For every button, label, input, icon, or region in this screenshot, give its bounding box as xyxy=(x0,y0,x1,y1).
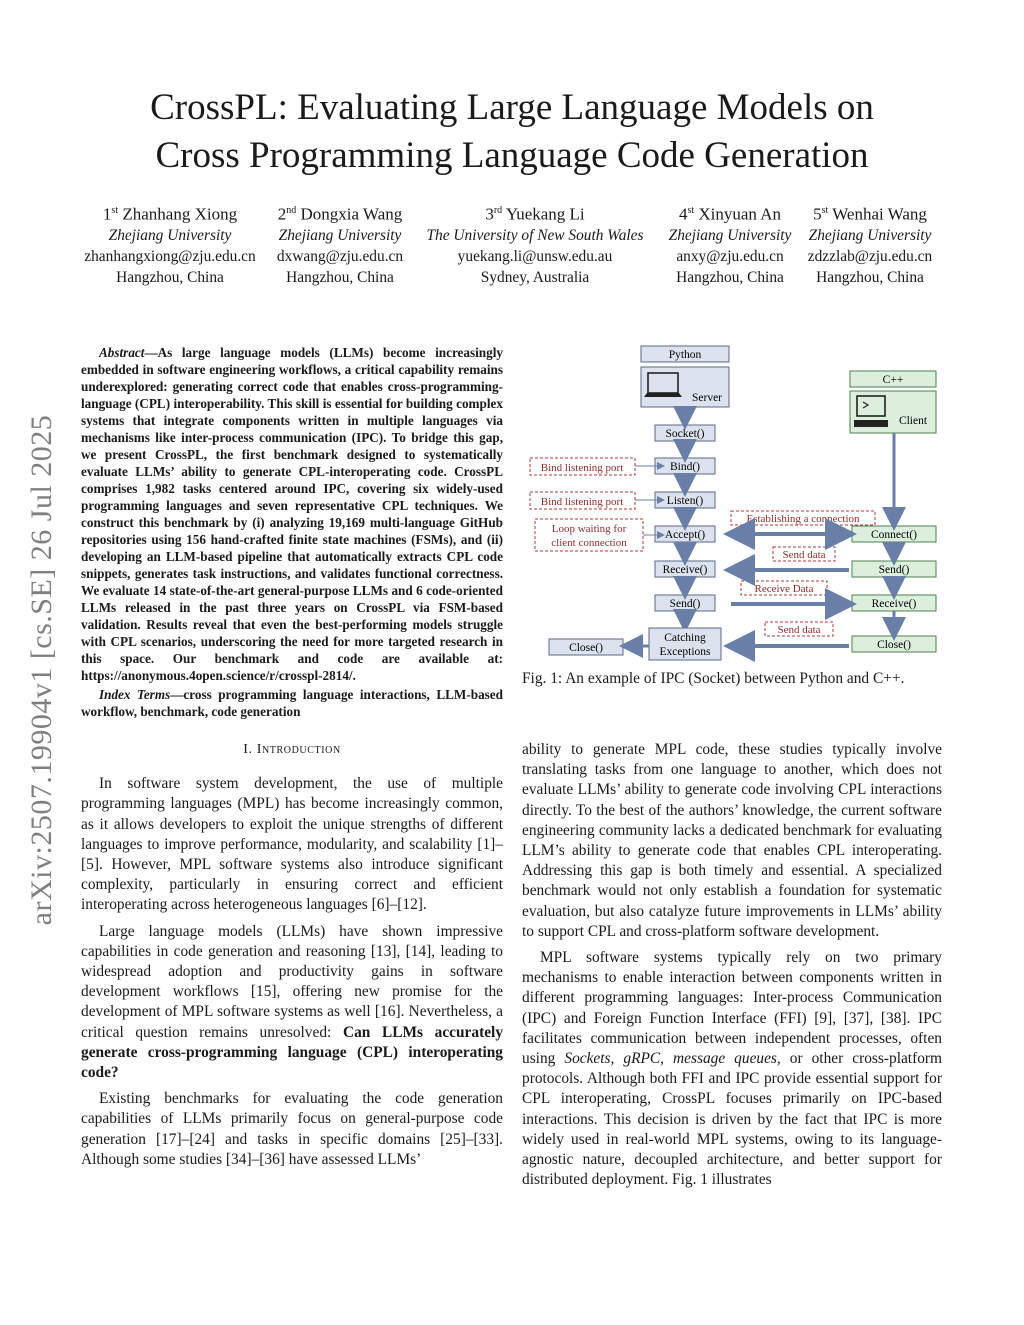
server-step-label: Accept() xyxy=(664,529,706,541)
server-label: Server xyxy=(691,392,723,404)
client-step-label: Connect() xyxy=(871,529,917,541)
intro-paragraph-2-text: Large language models (LLMs) have shown impressive capabilities in code generation and reasoning [13], [14], leading to widespread adoption and productivity gains in software development workflows [15], offering new promise for the development of MPL software systems as well [16]. Nevertheless, a critical question remains unresolved: xyxy=(81,922,503,1041)
server-step-label: Socket() xyxy=(665,428,705,440)
author-affiliation: The University of New South Wales xyxy=(426,226,644,244)
section-title: Introduction xyxy=(256,742,341,757)
author-ordinal: 1 xyxy=(102,204,112,224)
author-email: dxwang@zju.edu.cn xyxy=(276,247,404,265)
intro-paragraph-4: ability to generate MPL code, these studies typically involve translating tasks from one language to another, which does not evaluate LLMs’ ability to generate code involving CPL interactions directly. To the best of the authors’ knowledge, the current software engineering community lacks a dedicated benchmark for evaluating LLM’s ability to generate code that enables CPL interoperating. Addressing this gap is both timely and essential. A specialized benchmark would not only establish a foundation for systematic evaluation, but also catalyze future improvements in LLMs’ ability to support CPL and cross-platform software development. xyxy=(522,741,942,940)
author-location: Hangzhou, China xyxy=(286,268,394,286)
client-step-label: Receive() xyxy=(871,598,917,610)
author-email: yuekang.li@unsw.edu.au xyxy=(457,247,613,265)
author-location: Hangzhou, China xyxy=(116,268,224,286)
figure-1 xyxy=(525,340,945,670)
server-step-label: Listen() xyxy=(666,495,704,507)
author-name: Zhanhang Xiong xyxy=(122,204,238,224)
intro-paragraph-2 xyxy=(81,922,503,1084)
author-3 xyxy=(410,200,660,288)
author-ordinal-suffix: st xyxy=(111,205,119,216)
note-loop-line-1: Loop waiting for xyxy=(551,523,627,535)
ipc-socket-diagram xyxy=(525,340,945,670)
author-1 xyxy=(70,200,270,288)
figure-caption: Fig. 1: An example of IPC (Socket) between Python and C++. xyxy=(522,670,905,687)
author-4 xyxy=(660,200,800,288)
author-2 xyxy=(265,200,415,288)
msg-establishing: Establishing a connection xyxy=(746,513,860,525)
index-terms-label: Index Terms xyxy=(99,687,171,702)
arxiv-id-text: arXiv:2507.19904v1 [cs.SE] 26 Jul 2025 xyxy=(25,414,58,926)
title-line-1: CrossPL: Evaluating Large Language Models on xyxy=(150,87,874,128)
server-step-label: Receive() xyxy=(662,564,708,576)
author-name: Wenhai Wang xyxy=(832,204,927,224)
author-affiliation: Zhejiang University xyxy=(278,226,402,244)
section-number: I. xyxy=(243,742,253,757)
note-loop-line-2: client connection xyxy=(551,537,627,549)
author-email: anxy@zju.edu.cn xyxy=(676,247,784,265)
author-name: Dongxia Wang xyxy=(300,204,403,224)
author-ordinal: 3 xyxy=(485,204,494,224)
author-ordinal-suffix: st xyxy=(687,205,695,216)
server-step-label: Bind() xyxy=(669,461,701,473)
left-column xyxy=(81,344,503,1176)
intro-paragraph-1: In software system development, the use of multiple programming languages (MPL) has become increasingly common, as it allows developers to exploit the unique strengths of different languages to improve performance, modularity, and scalability [1]–[5]. However, MPL software systems also introduce significant complexity, particularly in ensuring correct and efficient interoperating across heterogeneous languages [6]–[12]. xyxy=(81,775,503,914)
intro-paragraph-5-text: MPL software systems typically rely on two primary mechanisms to enable interaction between components written in different programming languages: Inter-process Communication (IPC) and Foreign Function Interface (FFI) [9], [37], [38]. IPC facilitates communication between independent processes, often using xyxy=(522,949,942,1068)
research-question: Can LLMs accurately generate cross-programming language (CPL) interoperating code? xyxy=(81,1023,504,1082)
author-affiliation: Zhejiang University xyxy=(668,226,792,244)
msg-send-data-2: Send data xyxy=(777,624,821,636)
term-grpc: gRPC xyxy=(623,1050,661,1068)
python-label: Python xyxy=(668,349,702,361)
index-terms-text: —cross programming language interactions, LLM-based workflow, benchmark, code generation xyxy=(81,687,503,719)
author-affiliation: Zhejiang University xyxy=(108,226,232,244)
note-bind-port-2-text: Bind listening port xyxy=(540,496,624,508)
author-name: Yuekang Li xyxy=(505,204,585,224)
author-email: zhanhangxiong@zju.edu.cn xyxy=(84,247,256,265)
intro-paragraph-5 xyxy=(522,948,942,1190)
client-step-label: Send() xyxy=(878,564,910,576)
client-step-label: Close() xyxy=(877,639,911,651)
author-affiliation: Zhejiang University xyxy=(808,226,932,244)
author-ordinal: 4 xyxy=(678,204,688,224)
author-ordinal: 2 xyxy=(277,204,287,224)
term-message-queues: message queues xyxy=(673,1050,777,1068)
server-step-label: Send() xyxy=(669,598,701,610)
author-location: Sydney, Australia xyxy=(480,268,590,286)
abstract xyxy=(81,344,503,720)
author-email: zdzzlab@zju.edu.cn xyxy=(807,247,933,265)
catching-line-2: Exceptions xyxy=(659,646,711,658)
term-sockets: Sockets xyxy=(564,1050,611,1068)
author-ordinal-suffix: nd xyxy=(286,205,297,216)
cpp-label: C++ xyxy=(882,374,904,386)
paper-title xyxy=(60,84,964,180)
abstract-label: Abstract xyxy=(99,345,145,360)
author-block xyxy=(70,200,960,295)
author-name: Xinyuan An xyxy=(698,204,782,224)
term-separator-1: , xyxy=(610,1050,624,1068)
intro-paragraph-5-rest: , or other cross-platform protocols. Although both FFI and IPC provide essential support for CPL interoperating, CrossPL focuses primarily on IPC-based interactions. This decision is driven by the fact that IPC is more widely used in real-world MPL systems, owing to its language-agnostic nature, decoupled architecture, and better support for distributed deployment. Fig. 1 illustrates xyxy=(522,1050,942,1189)
note-bind-port-1-text: Bind listening port xyxy=(540,462,624,474)
author-ordinal-suffix: rd xyxy=(493,205,503,216)
right-column xyxy=(522,740,942,1196)
intro-paragraph-3: Existing benchmarks for evaluating the code generation capabilities of LLMs primarily focus on general-purpose code generation [17]–[24] and tasks in specific domains [25]–[33]. Although some studies [34]–[36] have assessed LLMs’ xyxy=(81,1090,503,1168)
catching-line-1: Catching xyxy=(664,632,706,644)
section-heading xyxy=(81,740,503,760)
author-location: Hangzhou, China xyxy=(816,268,924,286)
msg-send-data-1: Send data xyxy=(782,549,826,561)
author-location: Hangzhou, China xyxy=(676,268,784,286)
author-ordinal: 5 xyxy=(813,204,822,224)
msg-receive-data: Receive Data xyxy=(754,583,814,595)
author-ordinal-suffix: st xyxy=(821,205,829,216)
server-close-label: Close() xyxy=(569,642,603,654)
title-line-2: Cross Programming Language Code Generation xyxy=(155,135,869,176)
client-label: Client xyxy=(898,415,928,427)
author-5 xyxy=(800,200,940,288)
arxiv-identifier xyxy=(22,380,62,960)
term-separator-2: , xyxy=(660,1050,674,1068)
abstract-text: —As large language models (LLMs) become increasingly embedded in software engineering workflows, a critical capability remains underexplored: generating correct code that enables cross-programming-language (CPL) interoperability. This skill is essential for building complex systems that integrate components written in multiple languages via mechanisms like inter-process communication (IPC). To bridge this gap, we present CrossPL, the first benchmark designed to systematically evaluate LLMs’ ability to generate CPL-interoperating code. CrossPL comprises 1,982 tasks centered around IPC, covering six widely-used programming languages and seven representative CPL techniques. We construct this benchmark by (i) analyzing 19,169 multi-language GitHub repositories using 156 hand-crafted finite state machines (FSMs), and (ii) developing an LLM-based pipeline that automatically extracts CPL code snippets, generates task instructions, and validates functional correctness. We evaluate 14 state-of-the-art general-purpose LLMs and 6 code-oriented LLMs released in the past three years on CrossPL via FSM-based validation. Results reveal that even the best-performing models struggle with CPL scenarios, underscoring the need for more targeted research in this space. Our benchmark and code are available at: https://anonymous.4open.science/r/crosspl-2814/. xyxy=(81,345,503,683)
